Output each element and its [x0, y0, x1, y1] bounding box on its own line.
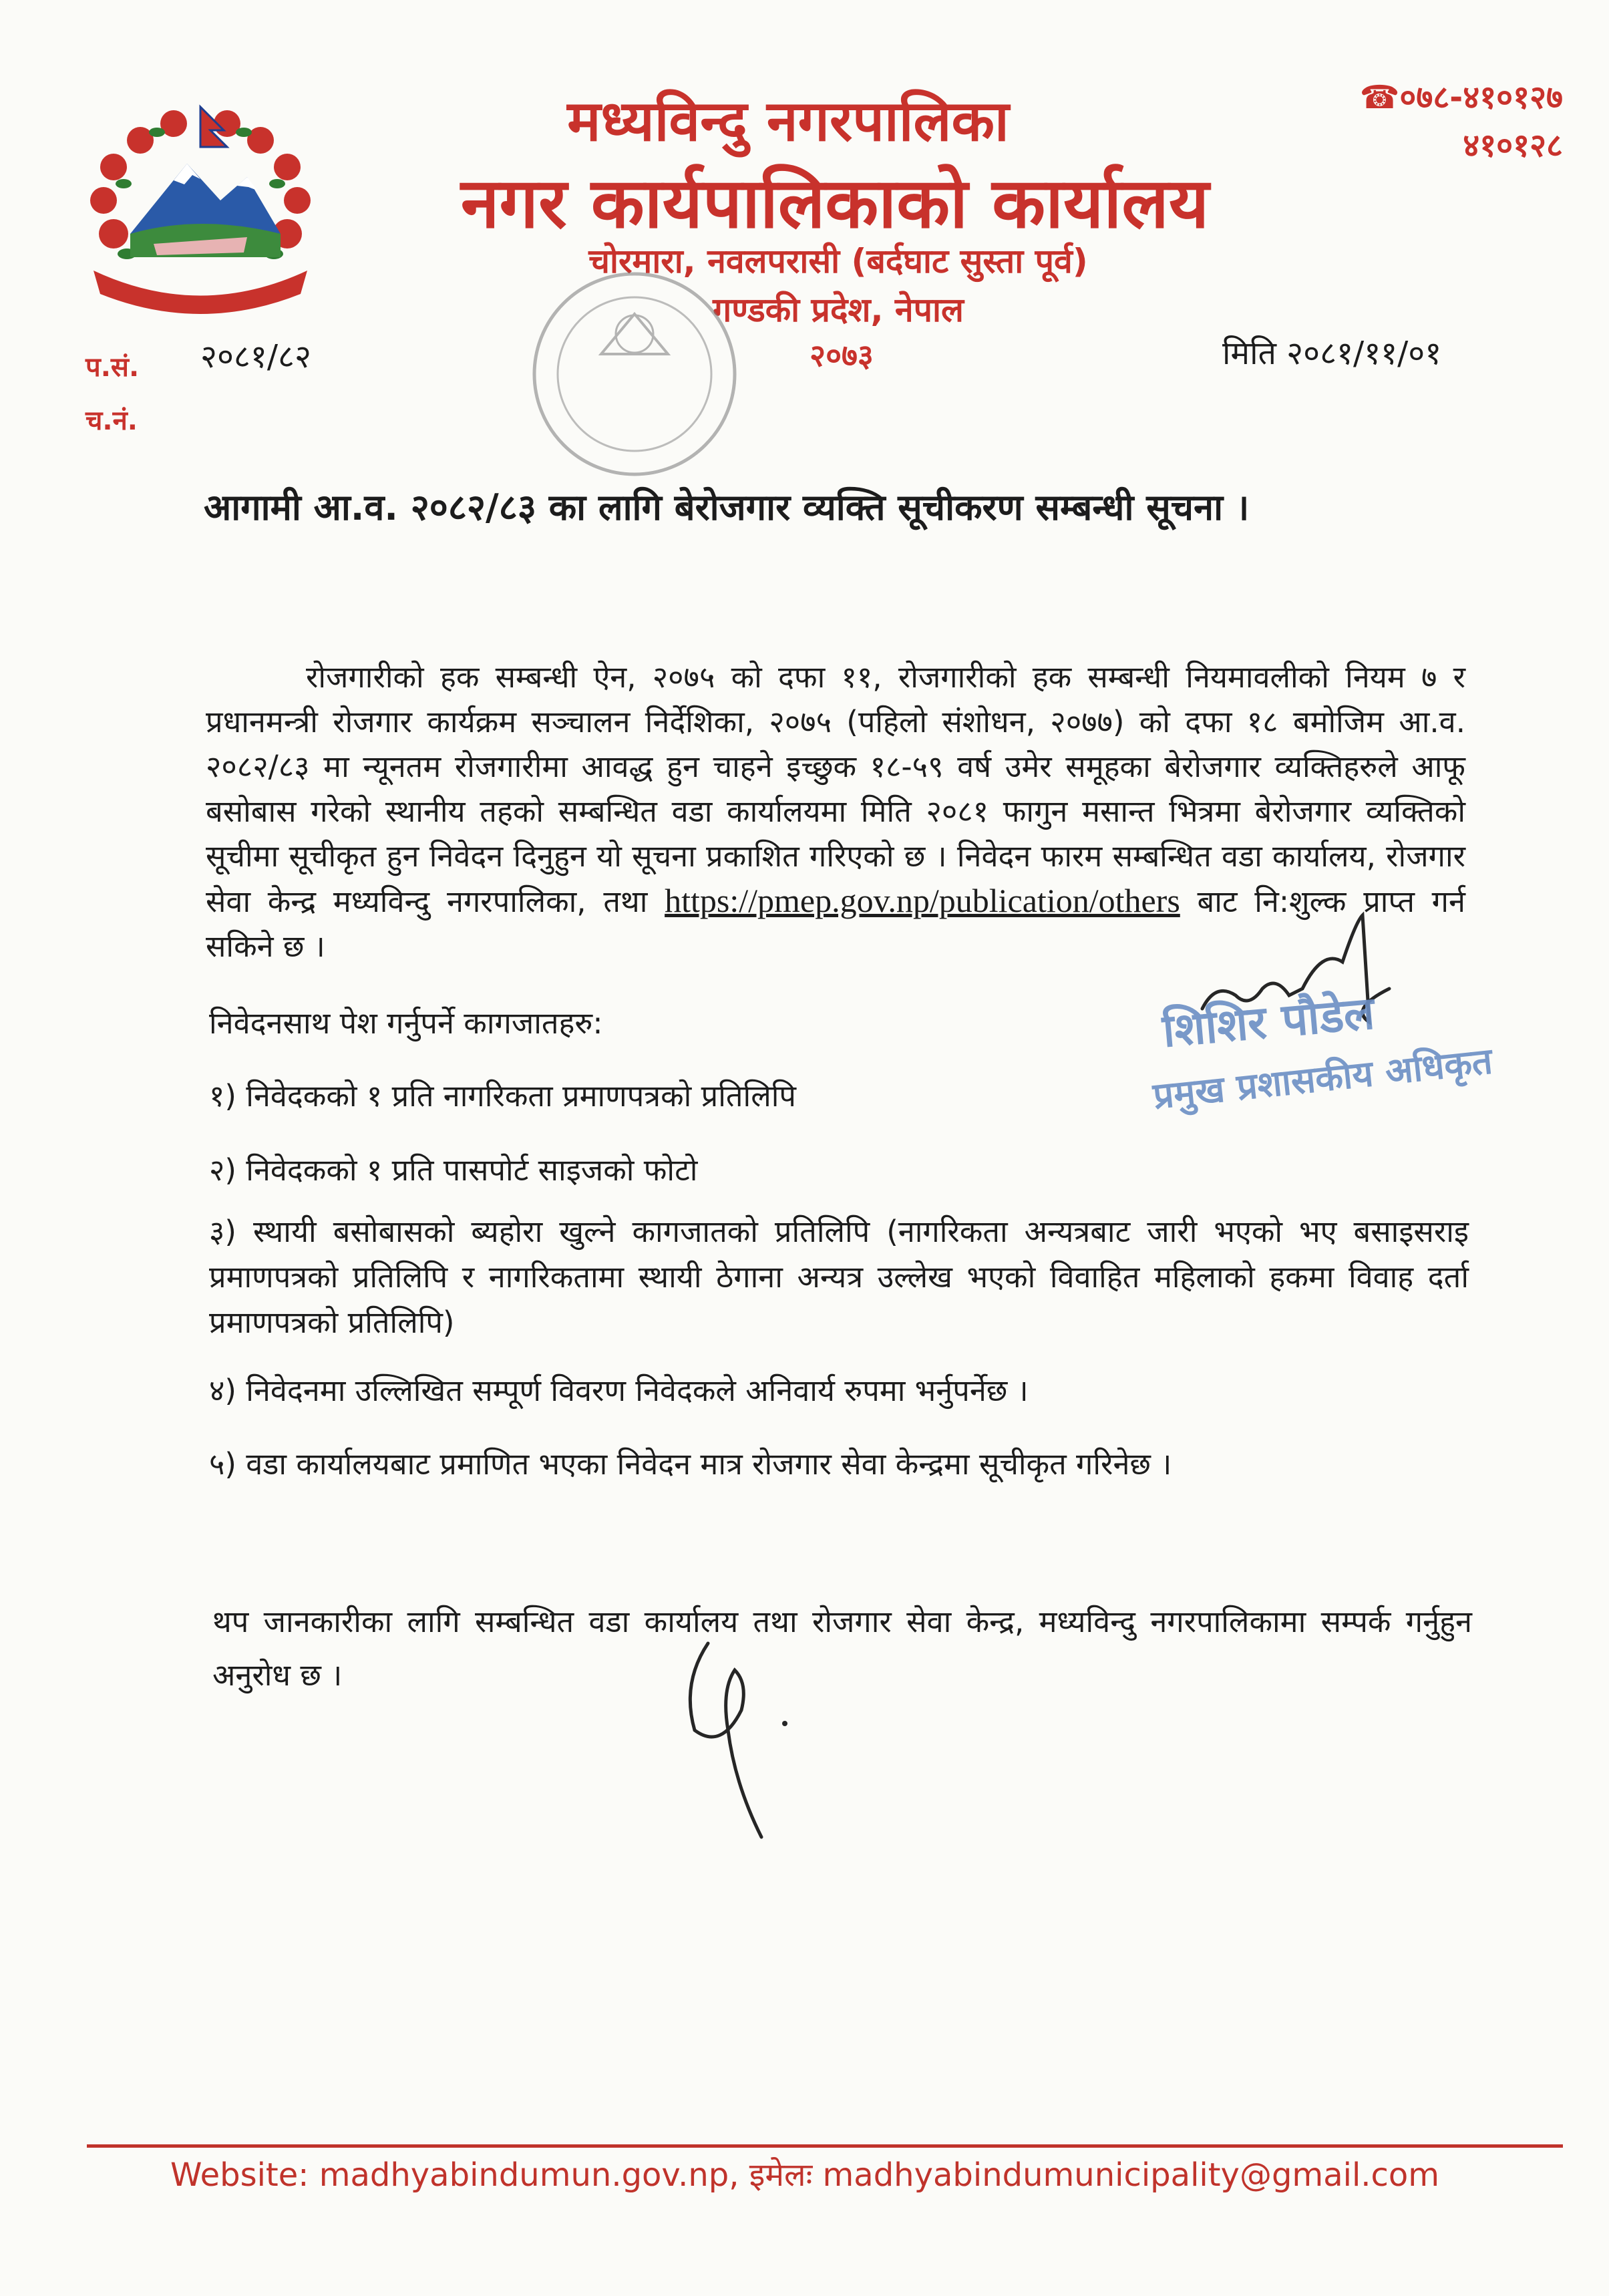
phone-2: ४१०१२८	[1463, 127, 1563, 164]
reference-number: २०८१/८२	[200, 338, 311, 375]
phone-numbers	[1289, 73, 1563, 170]
closing-request: थप जानकारीका लागि सम्बन्धित वडा कार्यालय तथा रोजगार सेवा केन्द्र, मध्यविन्दु नगरपालिकामा सम्पर्क गर्नुहुन अनुरोध छ ।	[212, 1604, 1472, 1693]
dispatch-label: च.नं.	[85, 405, 138, 436]
reference-label: प.सं.	[85, 352, 140, 383]
document-item: २) निवेदकको १ प्रति पासपोर्ट साइजको फोटो	[209, 1152, 698, 1188]
office-seal	[508, 261, 761, 501]
pmep-link[interactable]: https://pmep.gov.np/publication/others	[665, 882, 1180, 919]
phone-1: ☎०७८-४१०१२७	[1359, 79, 1563, 116]
document-item: ४) निवेदनमा उल्लिखित सम्पूर्ण विवरण निवेदकले अनिवार्य रुपमा भर्नुपर्नेछ ।	[209, 1373, 1029, 1408]
address-line-1: चोरमारा, नवलपरासी (बर्दघाट सुस्ता पूर्व)	[588, 242, 1088, 281]
letter-date: मिति २०८१/११/०१	[1222, 335, 1442, 372]
documents-heading: निवेदनसाथ पेश गर्नुपर्ने कागजातहरु:	[209, 1005, 603, 1041]
paragraph-end: बाट नि:शुल्क प्राप्त गर्न सकिने छ ।	[206, 884, 1465, 964]
government-emblem	[67, 100, 334, 327]
signatory-name: शिशिर पौडेल	[1160, 987, 1377, 1058]
established-year: २०७३	[810, 337, 874, 373]
footer-rule	[87, 2144, 1563, 2148]
paragraph-text: रोजगारीको हक सम्बन्धी ऐन, २०७५ को दफा ११, रोजगारीको हक सम्बन्धी नियमावलीको नियम ७ र प्रधानमन्त्री रोजगार कार्यक्रम सञ्चालन निर्देशिका, २०७५ (पहिलो संशोधन, २०७७) को दफा १८ बमोजिम आ.व. २०८२/८३ मा न्यूनतम रोजगारीमा आवद्ध हुन चाहने इच्छुक १८-५९ वर्ष उमेर समूहका बेरोजगार व्यक्तिहरुले आफू बसोबास गरेको स्थानीय तहको सम्बन्धित वडा कार्यालयमा मिति २०८१ फागुन मसान्त भित्रमा बेरोजगार व्यक्तिको सूचीमा सूचीकृत हुन निवेदन दिनुहुन यो सूचना प्रकाशित गरिएको छ । निवेदन फारम सम्बन्धित वडा कार्यालय, रोजगार सेवा केन्द्र मध्यविन्दु नगरपालिका, तथा	[206, 659, 1465, 919]
municipality-name: मध्यविन्दु नगरपालिका	[567, 88, 1009, 154]
notice-subject: आगामी आ.व. २०८२/८३ का लागि बेरोजगार व्यक्ति सूचीकरण सम्बन्धी सूचना ।	[204, 486, 1250, 528]
signatory-title: प्रमुख प्रशासकीय अधिकृत	[1151, 1039, 1495, 1118]
initial-signature	[668, 1630, 815, 1844]
document-item: १) निवेदकको १ प्रति नागरिकता प्रमाणपत्रको प्रतिलिपि	[209, 1078, 796, 1114]
document-item: ५) वडा कार्यालयबाट प्रमाणित भएका निवेदन मात्र रोजगार सेवा केन्द्रमा सूचीकृत गरिनेछ ।	[209, 1446, 1172, 1482]
address-line-2: गण्डकी प्रदेश, नेपाल	[713, 291, 964, 329]
office-name: नगर कार्यपालिकाको कार्यालय	[460, 162, 1210, 244]
footer-contact: Website: madhyabindumun.gov.np, इमेलः madhyabindumunicipality@gmail.com	[170, 2156, 1440, 2194]
document-item: ३) स्थायी बसोबासको ब्यहोरा खुल्ने कागजातको प्रतिलिपि (नागरिकता अन्यत्रबाट जारी भएको भए बसाइसराइ प्रमाणपत्रको प्रतिलिपि र नागरिकतामा स्थायी ठेगाना अन्यत्र उल्लेख भएको विवाहित महिलाको हकमा विवाह दर्ता प्रमाणपत्रको प्रतिलिपि)	[209, 1214, 1469, 1340]
